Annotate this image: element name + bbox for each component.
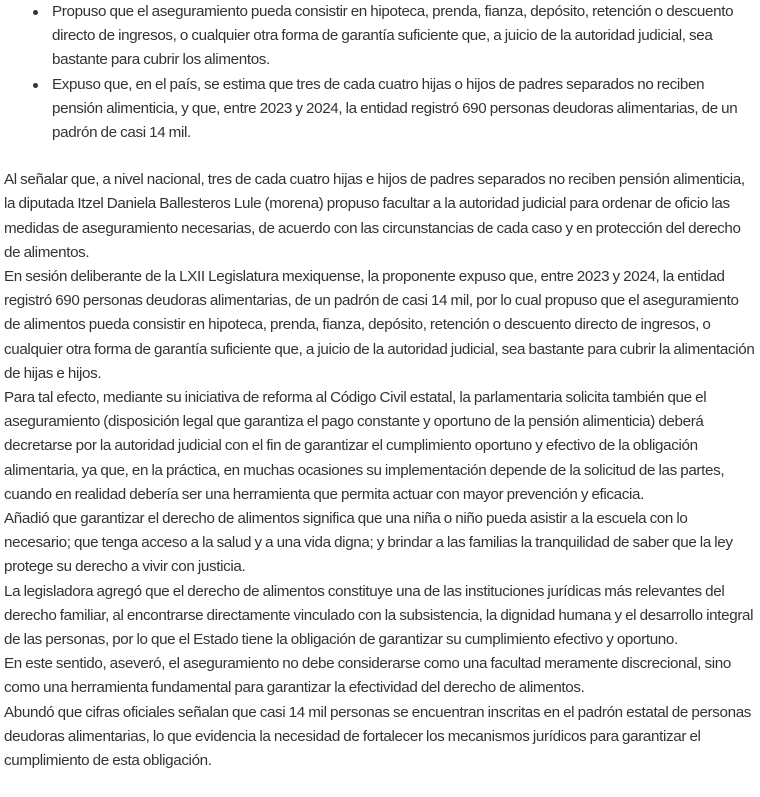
bullet-dot-icon bbox=[33, 10, 38, 15]
paragraph: En este sentido, aseveró, el aseguramiento no debe considerarse como una facultad meramente discrecional, sino como una herramienta fundamental para garantizar la efectividad del derecho de alimentos. bbox=[4, 655, 731, 697]
bullet-dot-icon bbox=[33, 83, 38, 88]
paragraph: Al señalar que, a nivel nacional, tres de cada cuatro hijas e hijos de padres separados no reciben pensión alimenticia, la diputada Itzel Daniela Ballesteros Lule (morena) propuso facultar a la autoridad judicial para ordenar de oficio las medidas de aseguramiento necesarias, de acuerdo con las circunstancias de cada caso y en protección del derecho de alimentos. bbox=[4, 171, 745, 261]
paragraph: Añadió que garantizar el derecho de alimentos significa que una niña o niño pueda asistir a la escuela con lo necesario; que tenga acceso a la salud y a una vida digna; y brindar a las familias la tranquilidad de saber que la ley protege su derecho a vivir con justicia. bbox=[4, 510, 733, 576]
bullet-item bbox=[52, 73, 756, 146]
bullet-list bbox=[4, 0, 756, 145]
paragraph: En sesión deliberante de la LXII Legislatura mexiquense, la proponente expuso que, entre 2023 y 2024, la entidad registró 690 personas deudoras alimentarias, de un padrón de casi 14 mil, por lo cual propuso que el aseguramiento de alimentos pueda consistir en hipoteca, prenda, fianza, depósito, retención o descuento directo de ingresos, o cualquier otra forma de garantía suficiente que, a juicio de la autoridad judicial, sea bastante para cubrir la alimentación de hijas e hijos. bbox=[4, 268, 755, 382]
paragraph: Abundó que cifras oficiales señalan que casi 14 mil personas se encuentran inscritas en el padrón estatal de personas deudoras alimentarias, lo que evidencia la necesidad de fortalecer los mecanismos jurídicos para garantizar el cumplimiento de esta obligación. bbox=[4, 703, 752, 770]
paragraph: La legisladora agregó que el derecho de alimentos constituye una de las instituciones jurídicas más relevantes del derecho familiar, al encontrarse directamente vinculado con la subsistencia, la dignidad humana y el desarrollo integral de las personas, por lo que el Estado tiene la obligación de garantizar su cumplimiento efectivo y oportuno. bbox=[4, 582, 754, 649]
paragraph: Para tal efecto, mediante su iniciativa de reforma al Código Civil estatal, la parlamentaria solicita también que el aseguramiento (disposición legal que garantiza el pago constante y oportuno de la pensión alimenticia) deberá decretarse por la autoridad judicial con el fin de garantizar el cumplimiento oportuno y efectivo de la obligación alimentaria, ya que, en la práctica, en muchas ocasiones su implementación depende de la solicitud de las partes, cuando en realidad debería ser una herramienta que permita actuar con mayor prevención y eficacia. bbox=[4, 389, 725, 503]
bullet-item bbox=[52, 0, 756, 73]
paragraphs bbox=[4, 168, 756, 773]
bullet-text: Propuso que el aseguramiento pueda consistir en hipoteca, prenda, fianza, depósito, retención o descuento directo de ingresos, o cualquier otra forma de garantía suficiente que, a juicio de la autoridad judicial, sea bastante para cubrir los alimentos. bbox=[52, 3, 734, 69]
bullet-text: Expuso que, en el país, se estima que tres de cada cuatro hijas o hijos de padres separados no reciben pensión alimenticia, y que, entre 2023 y 2024, la entidad registró 690 personas deudoras alimentarias, de un padrón de casi 14 mil. bbox=[52, 75, 738, 142]
